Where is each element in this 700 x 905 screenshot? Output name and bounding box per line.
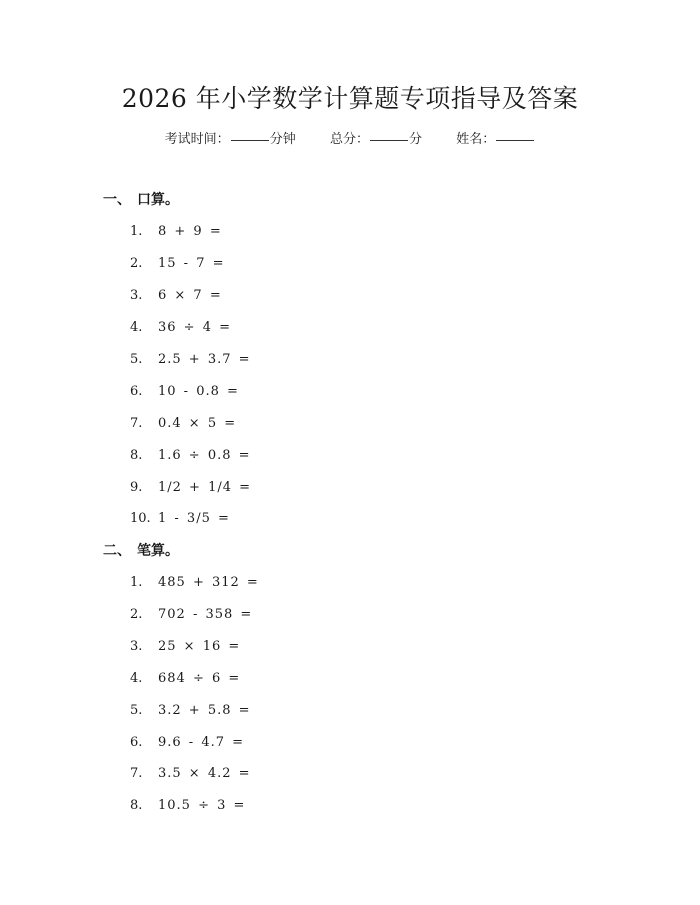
- problem-item: [130, 797, 245, 815]
- problem-item: [130, 606, 252, 624]
- problem-item: [130, 351, 251, 369]
- section-number: 二、: [103, 543, 131, 559]
- problem-expression: 8 + 9 =: [158, 224, 222, 239]
- problem-item: [130, 574, 259, 592]
- problem-expression: 684 ÷ 6 =: [158, 671, 241, 686]
- exam-info-line: [0, 131, 700, 149]
- problem-expression: 9.6 - 4.7 =: [158, 735, 245, 750]
- problem-item: [130, 638, 240, 656]
- problem-expression: 25 × 16 =: [158, 639, 241, 654]
- problem-item: [130, 670, 240, 688]
- problem-item: [130, 415, 236, 433]
- total-score-field: [330, 131, 422, 149]
- problem-expression: 10 - 0.8 =: [158, 384, 239, 399]
- problem-item: [130, 287, 222, 305]
- problem-expression: 1 - 3/5 =: [158, 511, 230, 526]
- problem-item: [130, 510, 230, 528]
- student-name-field: [456, 131, 535, 149]
- problem-index: 8.: [130, 798, 143, 813]
- problem-index: 3.: [130, 639, 143, 654]
- problem-index: 8.: [130, 448, 143, 463]
- problem-expression: 2.5 + 3.7 =: [158, 352, 251, 367]
- problem-item: [130, 223, 222, 241]
- problem-index: 5.: [130, 703, 143, 718]
- problem-expression: 15 - 7 =: [158, 256, 225, 271]
- section-title: 口算。: [137, 192, 179, 208]
- problem-index: 7.: [130, 416, 143, 431]
- problem-expression: 3.5 × 4.2 =: [158, 766, 251, 781]
- problem-expression: 485 + 312 =: [158, 575, 259, 590]
- problem-item: [130, 383, 239, 401]
- problem-index: 3.: [130, 288, 143, 303]
- problem-item: [130, 734, 244, 752]
- problem-expression: 3.2 + 5.8 =: [158, 703, 251, 718]
- exam-time-field: [165, 131, 296, 149]
- section-title: 笔算。: [137, 543, 179, 559]
- problem-index: 2.: [130, 256, 143, 271]
- problem-item: [130, 255, 225, 273]
- problem-item: [130, 479, 251, 497]
- total-score-blank: [370, 140, 408, 141]
- student-name-label: 姓名：: [456, 132, 496, 147]
- problem-item: [130, 319, 231, 337]
- problem-expression: 6 × 7 =: [158, 288, 222, 303]
- problem-index: 1.: [130, 224, 143, 239]
- problem-index: 7.: [130, 766, 143, 781]
- problem-index: 1.: [130, 575, 143, 590]
- problem-item: [130, 702, 251, 720]
- problem-expression: 1/2 + 1/4 =: [158, 480, 252, 495]
- problem-index: 4.: [130, 320, 143, 335]
- problem-expression: 10.5 ÷ 3 =: [158, 798, 246, 813]
- problem-expression: 1.6 ÷ 0.8 =: [158, 448, 251, 463]
- problem-expression: 36 ÷ 4 =: [158, 320, 231, 335]
- problem-index: 9.: [130, 480, 143, 495]
- problem-item: [130, 447, 251, 465]
- section-number: 一、: [103, 192, 131, 208]
- exam-time-label: 考试时间：: [164, 132, 230, 147]
- total-score-unit: 分: [409, 132, 423, 147]
- problem-index: 10.: [130, 511, 151, 526]
- total-score-label: 总分：: [329, 132, 369, 147]
- problem-index: 6.: [130, 384, 143, 399]
- problem-index: 4.: [130, 671, 143, 686]
- problem-expression: 0.4 × 5 =: [158, 416, 237, 431]
- problem-item: [130, 765, 251, 783]
- student-name-blank: [496, 140, 534, 141]
- problem-expression: 702 - 358 =: [158, 607, 253, 622]
- problem-index: 2.: [130, 607, 143, 622]
- page-title: 2026 年小学数学计算题专项指导及答案: [121, 84, 579, 113]
- problem-index: 5.: [130, 352, 143, 367]
- exam-time-blank: [231, 140, 269, 141]
- section-heading-oral: [103, 191, 179, 209]
- problem-index: 6.: [130, 735, 143, 750]
- exam-time-unit: 分钟: [269, 132, 296, 147]
- section-heading-written: [103, 542, 179, 560]
